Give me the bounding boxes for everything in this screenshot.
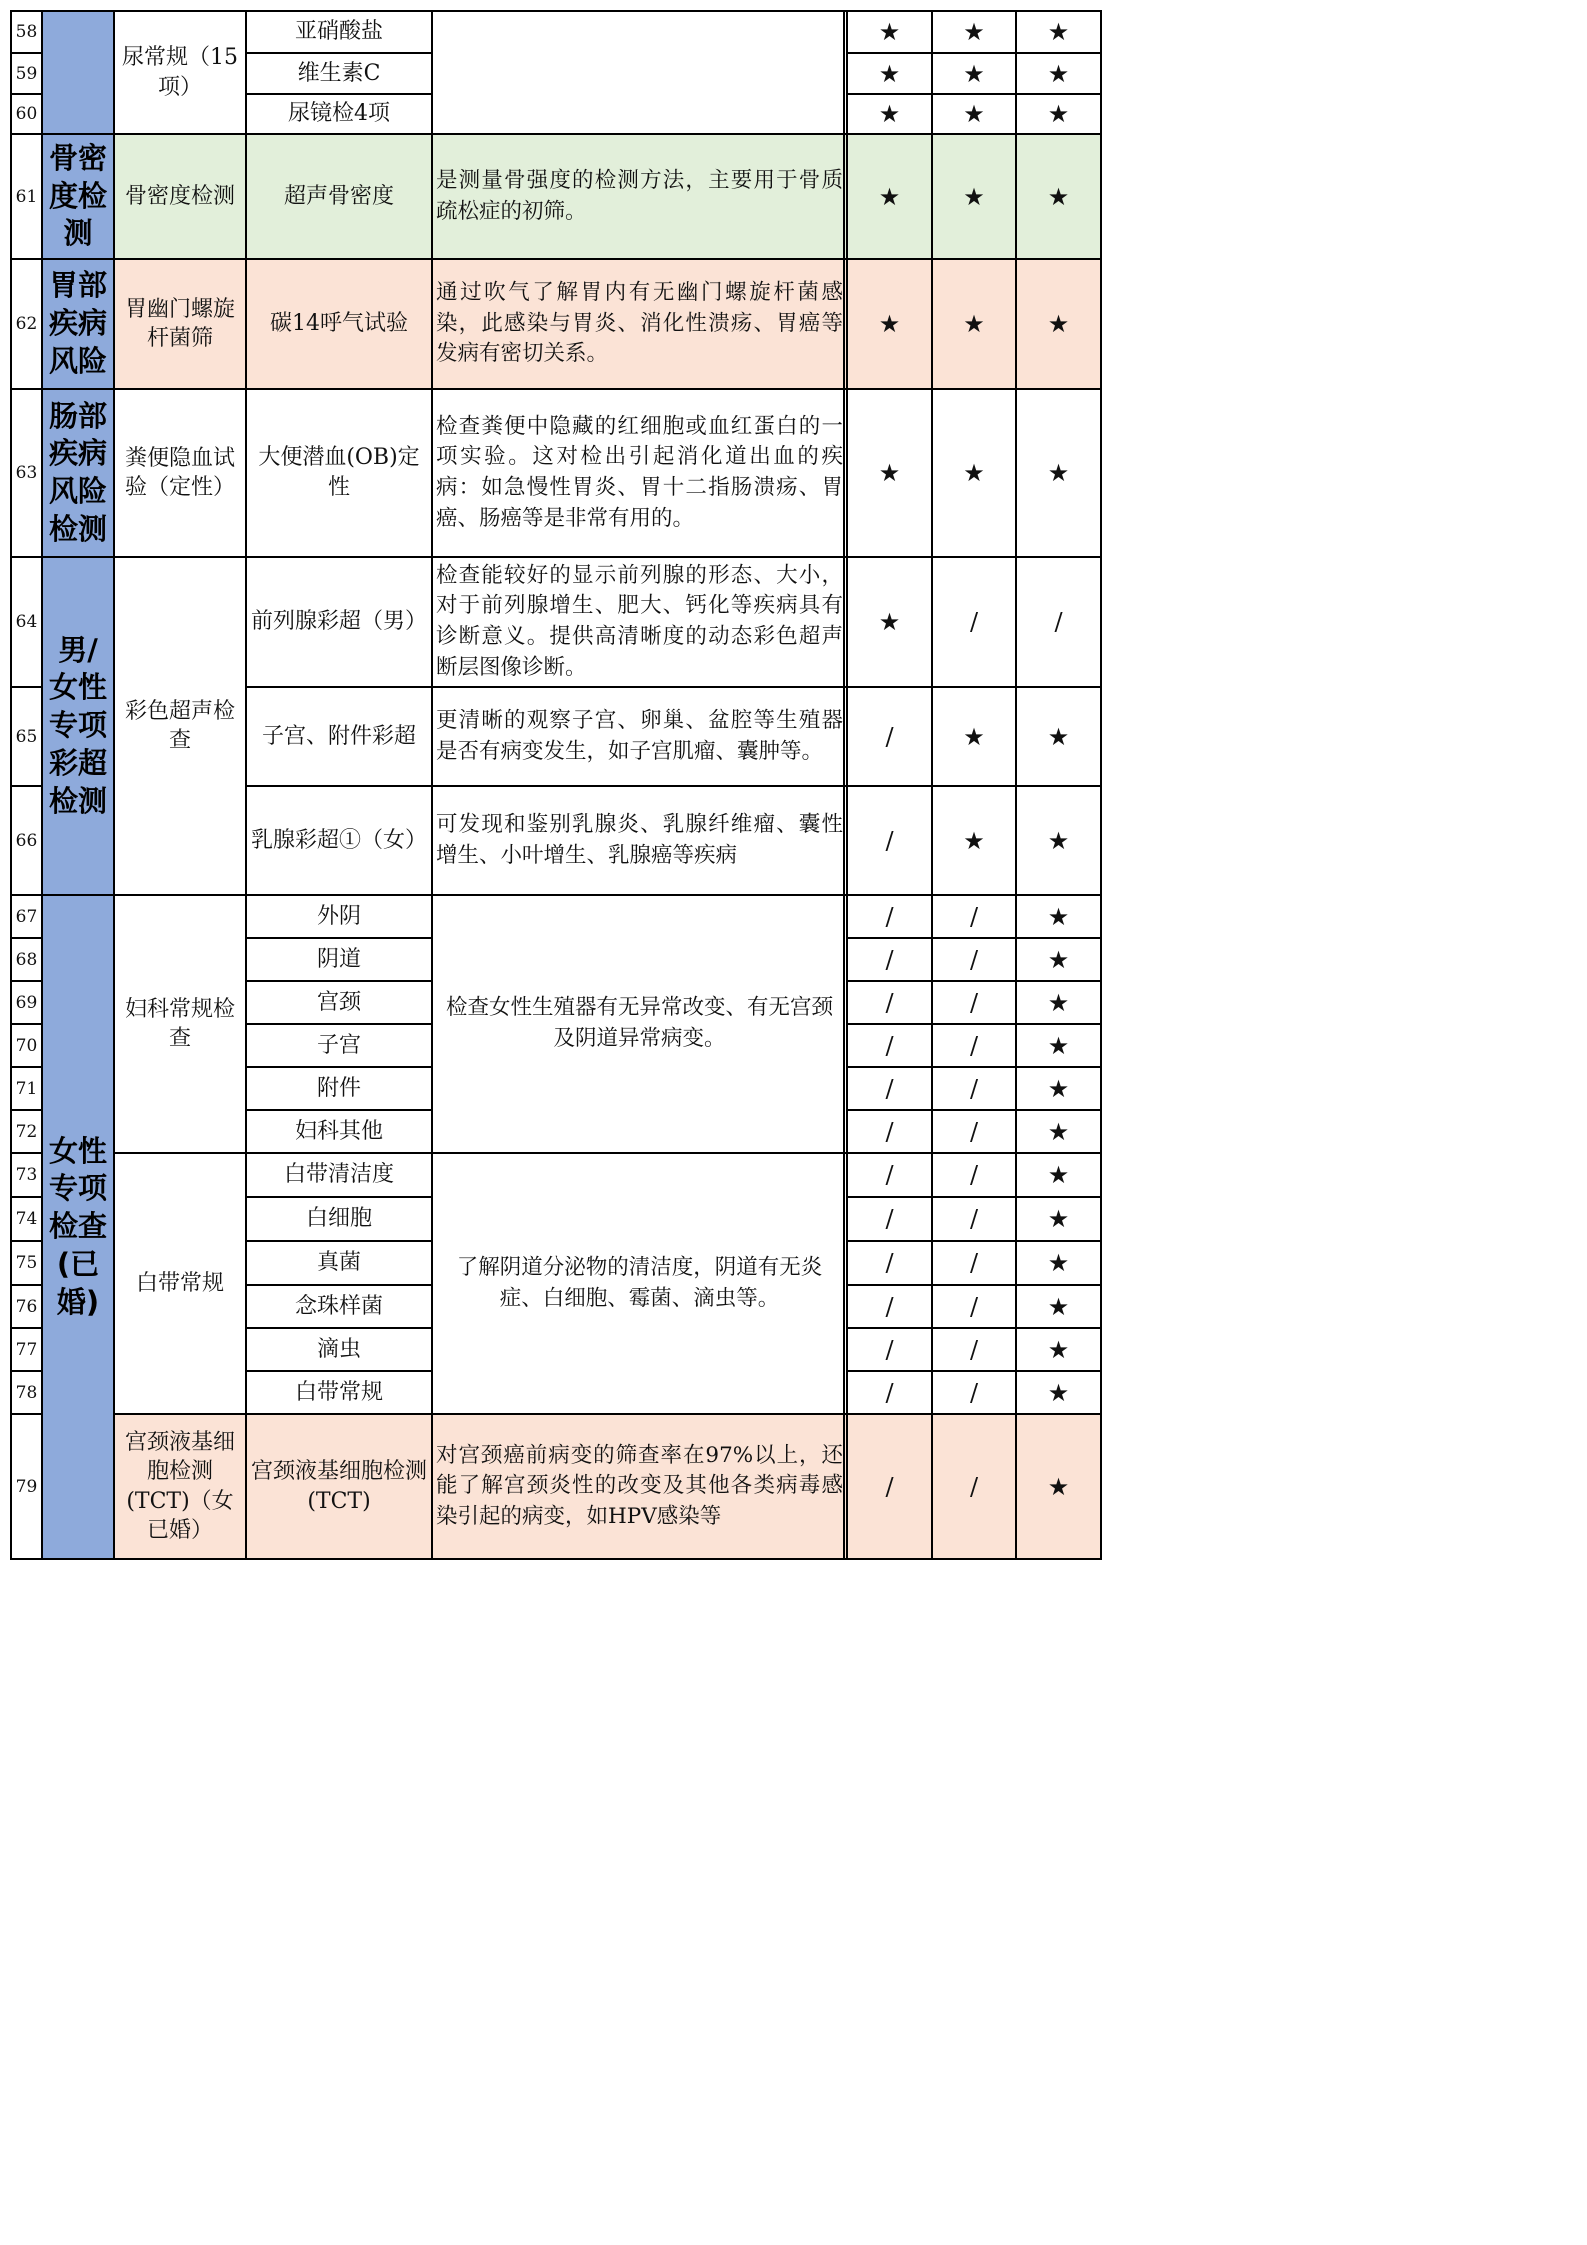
exam-item: 碳14呼气试验: [270, 311, 408, 337]
not-included-mark: /: [969, 608, 979, 636]
not-included-mark: /: [969, 1117, 979, 1146]
category-cell: 女性专项检查(已婚): [42, 895, 114, 1559]
not-included-mark: /: [885, 1335, 894, 1364]
checkup-table: [0, 0, 1108, 1566]
row-number: 60: [15, 104, 38, 124]
exam-group: 粪便隐血试验（定性）: [124, 445, 235, 500]
exam-group: 胃幽门螺旋杆菌筛: [124, 296, 235, 351]
included-star-mark: ★: [963, 182, 985, 211]
included-star-mark: ★: [1047, 18, 1070, 46]
exam-description: 是测量骨强度的检测方法，主要用于骨质疏松症的初筛。: [436, 167, 843, 224]
exam-item: 宫颈液基细胞检测(TCT): [250, 1458, 427, 1514]
row-number: 65: [15, 726, 38, 747]
not-included-mark: /: [969, 902, 979, 931]
exam-description: [432, 11, 847, 134]
row-number: 79: [15, 1476, 38, 1497]
row-number: 68: [15, 949, 38, 970]
exam-description: 检查粪便中隐藏的红细胞或血红蛋白的一项实验。这对检出引起消化道出血的疾病：如急慢性胃炎、胃十二指肠溃疡、胃癌、肠癌等是非常有用的。: [436, 413, 843, 531]
included-star-mark: ★: [963, 722, 985, 751]
exam-item: 白细胞: [305, 1206, 372, 1232]
exam-group: 彩色超声检查: [124, 698, 235, 753]
exam-item: 乳腺彩超①（女）: [250, 827, 427, 853]
not-included-mark: /: [885, 826, 894, 855]
exam-description: 更清晰的观察子宫、卵巢、盆腔等生殖器是否有病变发生，如子宫肌瘤、囊肿等。: [436, 707, 843, 764]
included-star-mark: ★: [1047, 1335, 1070, 1364]
exam-description: 检查能较好的显示前列腺的形态、大小，对于前列腺增生、肥大、钙化等疾病具有诊断意义。提供高清晰度的动态彩色超声断层图像诊断。: [436, 562, 843, 680]
not-included-mark: /: [969, 1249, 979, 1277]
exam-description: 对宫颈癌前病变的筛查率在97%以上，还能了解宫颈炎性的改变及其他各类病毒感染引起的病变，如HPV感染等: [436, 1442, 843, 1529]
included-star-mark: ★: [963, 826, 985, 855]
not-included-mark: /: [969, 988, 979, 1017]
not-included-mark: /: [885, 902, 894, 931]
not-included-mark: /: [885, 988, 894, 1017]
exam-item: 前列腺彩超（男）: [250, 609, 427, 635]
included-star-mark: ★: [878, 100, 901, 128]
exam-description: 了解阴道分泌物的清洁度，阴道有无炎症、白细胞、霉菌、滴虫等。: [456, 1254, 823, 1311]
row-number: 71: [15, 1078, 38, 1099]
not-included-mark: /: [969, 1335, 979, 1364]
included-star-mark: ★: [1047, 1205, 1070, 1233]
exam-item: 妇科其他: [294, 1118, 383, 1144]
row-number: 76: [15, 1296, 38, 1317]
exam-item: 阴道: [316, 946, 361, 972]
exam-item: 维生素C: [297, 60, 381, 86]
exam-item: 尿镜检4项: [288, 101, 390, 127]
included-star-mark: ★: [963, 459, 985, 487]
not-included-mark: /: [969, 1161, 979, 1189]
exam-item: 宫颈: [316, 989, 361, 1015]
exam-item: 附件: [316, 1075, 361, 1101]
not-included-mark: /: [969, 1472, 979, 1501]
included-star-mark: ★: [1047, 1378, 1070, 1407]
included-star-mark: ★: [878, 310, 901, 338]
exam-description: 通过吹气了解胃内有无幽门螺旋杆菌感染，此感染与胃炎、消化性溃疡、胃癌等发病有密切关系。: [436, 280, 843, 367]
not-included-mark: /: [885, 1031, 894, 1060]
included-star-mark: ★: [1047, 1472, 1070, 1501]
row-number: 64: [15, 612, 38, 632]
not-included-mark: /: [1054, 608, 1063, 636]
row-number: 75: [15, 1253, 38, 1273]
included-star-mark: ★: [1047, 1292, 1070, 1321]
row-number: 78: [15, 1382, 38, 1403]
exam-item: 白带清洁度: [283, 1162, 394, 1188]
not-included-mark: /: [969, 1031, 979, 1060]
included-star-mark: ★: [1047, 459, 1070, 487]
included-star-mark: ★: [1047, 945, 1070, 974]
included-star-mark: ★: [878, 59, 901, 88]
not-included-mark: /: [885, 1117, 894, 1146]
not-included-mark: /: [885, 1472, 894, 1501]
not-included-mark: /: [885, 1074, 894, 1103]
included-star-mark: ★: [1047, 1074, 1070, 1103]
included-star-mark: ★: [1047, 1117, 1070, 1146]
exam-item: 子宫: [316, 1032, 361, 1058]
not-included-mark: /: [969, 1074, 979, 1103]
exam-item: 白带常规: [294, 1379, 383, 1405]
row-number: 62: [15, 314, 38, 334]
not-included-mark: /: [885, 722, 894, 751]
row-number: 73: [15, 1165, 38, 1185]
row-number: 66: [15, 830, 38, 851]
included-star-mark: ★: [1047, 310, 1070, 338]
row-number: 67: [15, 906, 38, 927]
row-number: 59: [15, 63, 38, 84]
not-included-mark: /: [969, 1205, 979, 1233]
exam-item: 念珠样菌: [294, 1293, 383, 1319]
row-number: 69: [15, 992, 38, 1013]
included-star-mark: ★: [1047, 59, 1070, 88]
exam-item: 亚硝酸盐: [294, 19, 383, 45]
included-star-mark: ★: [1047, 826, 1070, 855]
included-star-mark: ★: [963, 18, 985, 46]
exam-group: 尿常规（15项）: [122, 45, 238, 100]
row-number: 63: [15, 463, 38, 483]
exam-description: 检查女性生殖器有无异常改变、有无宫颈及阴道异常病变。: [445, 995, 833, 1051]
exam-item: 滴虫: [316, 1336, 361, 1362]
exam-group: 白带常规: [135, 1270, 224, 1296]
not-included-mark: /: [969, 1378, 979, 1407]
row-number: 58: [15, 22, 38, 42]
row-number: 61: [15, 186, 38, 207]
row-number: 74: [15, 1209, 38, 1229]
included-star-mark: ★: [1047, 1249, 1070, 1277]
row-number: 72: [15, 1121, 38, 1142]
included-star-mark: ★: [963, 310, 985, 338]
not-included-mark: /: [885, 1292, 894, 1321]
included-star-mark: ★: [1047, 100, 1070, 128]
included-star-mark: ★: [878, 18, 901, 46]
included-star-mark: ★: [1047, 902, 1070, 931]
included-star-mark: ★: [1047, 1031, 1070, 1060]
not-included-mark: /: [885, 1378, 894, 1407]
exam-group: 骨密度检测: [124, 183, 235, 209]
exam-description: 可发现和鉴别乳腺炎、乳腺纤维瘤、囊性增生、小叶增生、乳腺癌等疾病: [436, 811, 843, 868]
included-star-mark: ★: [1047, 1161, 1070, 1189]
not-included-mark: /: [969, 1292, 979, 1321]
included-star-mark: ★: [878, 608, 901, 636]
not-included-mark: /: [885, 1205, 894, 1233]
category-cell: 肠部疾病风险检测: [42, 389, 114, 557]
included-star-mark: ★: [878, 182, 901, 211]
category-cell: [42, 11, 114, 134]
not-included-mark: /: [969, 945, 979, 974]
not-included-mark: /: [885, 945, 894, 974]
included-star-mark: ★: [963, 59, 985, 88]
included-star-mark: ★: [878, 459, 901, 487]
exam-item: 真菌: [316, 1250, 361, 1276]
category-cell: 胃部疾病风险: [42, 259, 114, 389]
included-star-mark: ★: [1047, 722, 1070, 751]
not-included-mark: /: [885, 1161, 894, 1189]
row-number: 77: [15, 1339, 38, 1360]
exam-item: 子宫、附件彩超: [261, 723, 416, 749]
category-cell: 男/女性专项彩超检测: [42, 557, 114, 895]
category-cell: 骨密度检测: [42, 134, 114, 259]
exam-item: 大便潜血(OB)定性: [258, 445, 420, 500]
included-star-mark: ★: [1047, 988, 1070, 1017]
exam-item: 外阴: [316, 903, 361, 929]
exam-item: 超声骨密度: [283, 183, 394, 209]
included-star-mark: ★: [1047, 182, 1070, 211]
exam-group: 宫颈液基细胞检测(TCT)（女已婚）: [124, 1430, 235, 1543]
not-included-mark: /: [885, 1249, 894, 1277]
row-number: 70: [15, 1035, 38, 1056]
included-star-mark: ★: [963, 100, 985, 128]
exam-group: 妇科常规检查: [124, 996, 235, 1051]
